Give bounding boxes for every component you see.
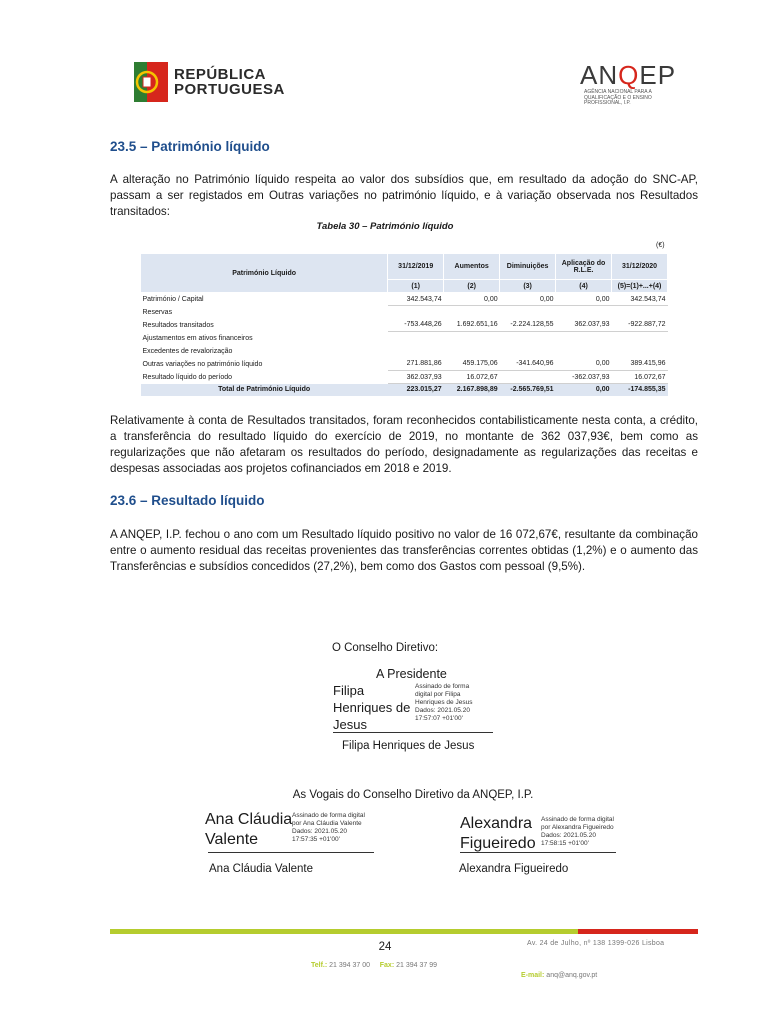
- footer-bar-green: [110, 929, 578, 934]
- president-signature-note: [415, 683, 472, 723]
- row-label: Património / Capital: [142, 295, 204, 303]
- vogal1-sig-line: Ana Cláudia: [205, 811, 293, 828]
- cell: 16.072,67: [612, 371, 668, 384]
- signature-line: [460, 852, 616, 853]
- footer-address: Av. 24 de Julho, nº 138 1399-026 Lisboa: [527, 940, 665, 947]
- cell: 0,00: [556, 358, 612, 371]
- cell: 0,00: [500, 293, 556, 306]
- table-row: [141, 371, 668, 384]
- table-header: Aumentos: [444, 254, 500, 280]
- president-title: A Presidente: [376, 667, 447, 681]
- vogal2-digital-signature: [460, 814, 536, 854]
- president-name: Filipa Henriques de Jesus: [342, 740, 475, 752]
- total-cell: 2.167.898,89: [444, 384, 500, 396]
- table-row: [141, 358, 668, 371]
- table-header: Aplicação do R.L.E.: [556, 254, 612, 280]
- anqep-logo-q: Q: [618, 60, 640, 90]
- sig-note-line: Dados: 2021.05.20: [292, 828, 347, 835]
- vogais-title: As Vogais do Conselho Diretivo da ANQEP, I.P.: [292, 789, 534, 801]
- cell: -2.224.128,55: [500, 319, 556, 332]
- tel-label: Telf.:: [311, 962, 328, 969]
- table-subheader: (1): [388, 280, 444, 293]
- sig-note-line: 17:57:35 +01'00': [292, 836, 340, 843]
- footer-email: [521, 972, 597, 979]
- patrimonio-table: [140, 253, 668, 396]
- row-label: Reservas: [142, 308, 173, 316]
- table-unit: (€): [656, 242, 665, 249]
- anqep-logo-an: AN: [580, 60, 619, 90]
- footer-contacts: [311, 962, 437, 969]
- footer-bar-red: [578, 929, 698, 934]
- cell: 16.072,67: [444, 371, 500, 384]
- anqep-logo-ep: EP: [639, 60, 677, 90]
- table-header: 31/12/2020: [612, 254, 668, 280]
- total-label: Total de Património Líquido: [141, 384, 388, 396]
- sig-note-line: 17:58:15 +01'00': [541, 840, 589, 847]
- table-row: [141, 332, 668, 345]
- vogal2-signature-note: [541, 816, 614, 848]
- board-title: O Conselho Diretivo:: [331, 642, 439, 654]
- sig-note-line: 17:57:07 +01'00': [415, 715, 463, 722]
- page-header: [0, 0, 770, 120]
- table-row: [141, 293, 668, 306]
- rp-logo-line2: PORTUGUESA: [174, 81, 285, 98]
- cell: 342.543,74: [612, 293, 668, 306]
- table-row: [141, 319, 668, 332]
- email-label: E-mail:: [521, 972, 545, 979]
- cell: 362.037,93: [556, 319, 612, 332]
- sig-note-line: Assinado de forma digital: [541, 816, 614, 823]
- total-cell: -174.855,35: [612, 384, 668, 396]
- rp-logo-line1: REPÚBLICA: [174, 66, 267, 83]
- president-sig-line: Henriques de: [333, 700, 411, 715]
- cell: 389.415,96: [612, 358, 668, 371]
- total-cell: 223.015,27: [388, 384, 444, 396]
- table-total-row: [141, 384, 668, 396]
- cell: 342.543,74: [388, 293, 444, 306]
- cell: -922.887,72: [612, 319, 668, 332]
- vogal2-sig-line: Figueiredo: [460, 835, 536, 852]
- sig-note-line: por Ana Cláudia Valente: [292, 820, 362, 827]
- cell: 0,00: [556, 293, 612, 306]
- anqep-subtitle: AGÊNCIA NACIONAL PARA A QUALIFICAÇÃO E O ENSINO PROFISSIONAL, I.P.: [584, 89, 652, 106]
- cell: 362.037,93: [388, 371, 444, 384]
- cell: -341.640,96: [500, 358, 556, 371]
- cell: [500, 371, 556, 384]
- sig-note-line: Assinado de forma digital: [292, 812, 365, 819]
- sig-note-line: Dados: 2021.05.20: [541, 832, 596, 839]
- row-label: Excedentes de revalorização: [142, 347, 233, 355]
- sig-note-line: por Alexandra Figueiredo: [541, 824, 614, 831]
- cell: 1.692.651,16: [444, 319, 500, 332]
- total-cell: 0,00: [556, 384, 612, 396]
- vogal1-digital-signature: [205, 810, 292, 850]
- vogal1-name: Ana Cláudia Valente: [209, 863, 313, 875]
- cell: -753.448,26: [388, 319, 444, 332]
- section-title-resultado: 23.6 – Resultado líquido: [110, 493, 265, 508]
- row-label: Ajustamentos em ativos financeiros: [142, 334, 253, 342]
- paragraph-resultado-liquido: A ANQEP, I.P. fechou o ano com um Resultado líquido positivo no valor de 16 072,67€, resultante da combinação entre o aumento residual das receitas provenientes das transferências correntes obtidas (1,2%) e o aumento das Transferências e subsídios concedidos (27,2%), bem como dos Gastos com pessoal (9,5%).: [110, 528, 698, 573]
- table-header-label: Património Líquido: [141, 254, 388, 293]
- table-header: Diminuições: [500, 254, 556, 280]
- vogal2-sig-line: Alexandra: [460, 815, 533, 832]
- president-sig-line: Jesus: [333, 717, 367, 732]
- section-title-patrimonio: 23.5 – Património líquido: [110, 139, 270, 154]
- republica-portuguesa-logo: [134, 62, 285, 102]
- table-subheader: (4): [556, 280, 612, 293]
- cell: 0,00: [444, 293, 500, 306]
- email-link[interactable]: anq@anq.gov.pt: [546, 972, 598, 979]
- page-number: 24: [378, 941, 392, 953]
- table-header: 31/12/2019: [388, 254, 444, 280]
- fax-value: 21 394 37 99: [396, 962, 437, 969]
- row-label: Outras variações no património líquido: [142, 360, 263, 368]
- sig-note-line: digital por Filipa: [415, 691, 461, 698]
- signature-line: [208, 852, 374, 853]
- signature-line: [333, 732, 493, 733]
- cell: 271.881,86: [388, 358, 444, 371]
- table-caption: Tabela 30 – Património líquido: [316, 221, 454, 232]
- president-digital-signature: [333, 682, 410, 733]
- paragraph-patrimonio-intro: A alteração no Património líquido respeita ao valor dos subsídios que, em resultado da adoção do SNC-AP, passam a ser registados em Outras variações no património líquido, e à variação observada nos Resultados transitados:: [110, 173, 698, 218]
- fax-label: Fax:: [379, 962, 395, 969]
- vogal1-signature-note: [292, 812, 365, 844]
- president-sig-line: Filipa: [333, 683, 365, 698]
- table-subheader: (3): [500, 280, 556, 293]
- table-subheader: (2): [444, 280, 500, 293]
- cell: -362.037,93: [556, 371, 612, 384]
- paragraph-resultados-transitados: Relativamente à conta de Resultados transitados, foram reconhecidos contabilisticamente nesta conta, a crédito, a transferência do resultado líquido do exercício de 2019, no montante de 362 037,93€, bem como as regularizações que não afetaram os resultados do período, designadamente as regularizações das receitas e despesas associadas aos projetos cofinanciados em 2018 e 2019.: [110, 414, 698, 475]
- vogal1-sig-line: Valente: [205, 831, 259, 848]
- row-label: Resultados transitados: [142, 321, 214, 329]
- table-row: [141, 306, 668, 319]
- footer-color-bar: [110, 929, 698, 934]
- sig-note-line: Henriques de Jesus: [415, 699, 473, 706]
- table-row: [141, 345, 668, 358]
- vogal2-name: Alexandra Figueiredo: [459, 863, 569, 875]
- sig-note-line: Assinado de forma: [415, 683, 470, 690]
- sig-note-line: Dados: 2021.05.20: [415, 707, 470, 714]
- anqep-logo: [580, 62, 690, 107]
- portugal-emblem-icon: [134, 62, 168, 102]
- cell: 459.175,06: [444, 358, 500, 371]
- tel-value: 21 394 37 00: [329, 962, 371, 969]
- row-label: Resultado líquido do período: [142, 373, 233, 381]
- table-subheader: (5)=(1)+...+(4): [612, 280, 668, 293]
- total-cell: -2.565.769,51: [500, 384, 556, 396]
